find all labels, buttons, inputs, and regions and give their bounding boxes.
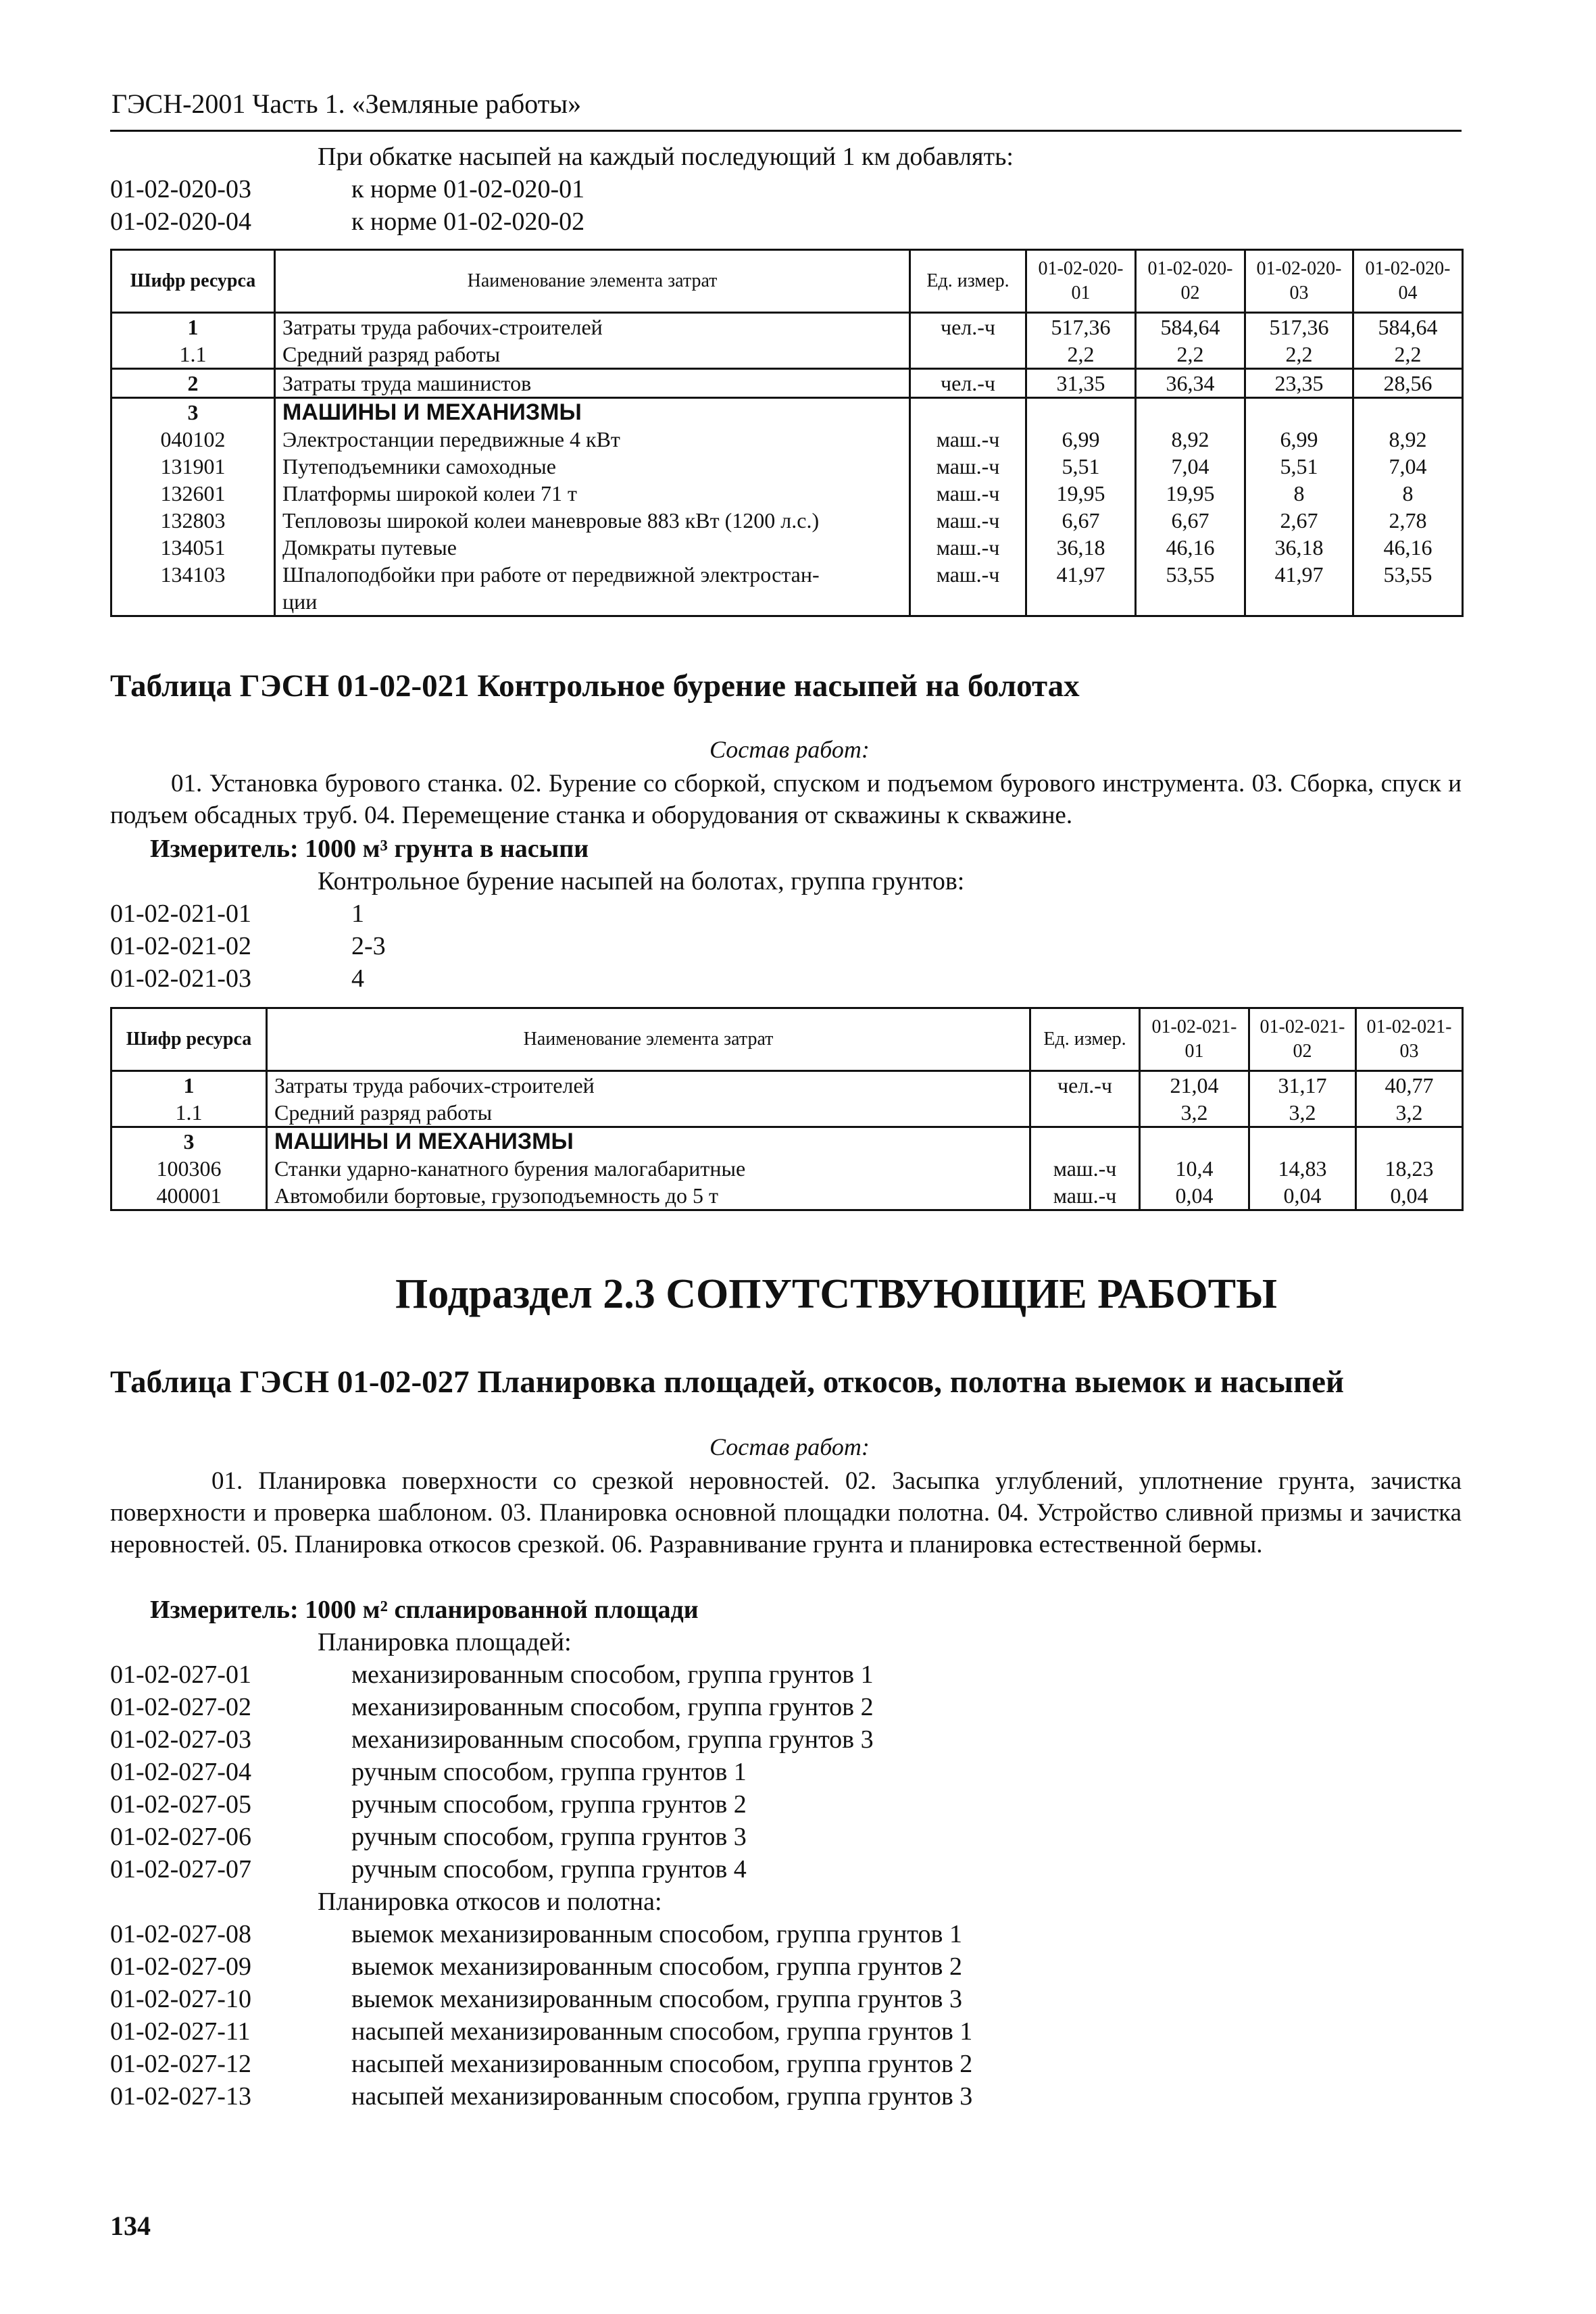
table-row — [111, 561, 1463, 616]
col-header: 01-02-020-02 — [1136, 250, 1245, 313]
composition-text: 01. Планировка поверхности со срезкой неровностей. 02. Засыпка углублений, уплотнение грунта, зачистка поверхности и проверка шаблоном. 03. Планировка основной площадки полотна. 04. Устройство сливной призмы и зачистка неровностей. 05. Планировка откосов срезкой. 06. Разравнивание грунта и планировка естественной бермы. — [110, 1467, 1462, 1558]
norm-text: ручным способом, группа грунтов 4 — [351, 1855, 747, 1884]
cost-element: Электростанции передвижные 4 кВт — [275, 426, 910, 453]
value-cell: 6,99 — [1026, 426, 1136, 453]
value-cell: 8 — [1353, 480, 1463, 507]
cost-element: Затраты труда рабочих-строителей — [275, 313, 910, 341]
norm-text: насыпей механизированным способом, группа грунтов 1 — [351, 2017, 973, 2046]
value-cell: 7,04 — [1136, 453, 1245, 480]
norm-code: 01-02-027-06 — [110, 1823, 251, 1851]
meter-value: 1000 м³ грунта в насыпи — [305, 835, 589, 863]
value-cell: 53,55 — [1353, 561, 1463, 616]
value-cell: 40,77 — [1356, 1071, 1463, 1100]
resource-code: 400001 — [111, 1182, 267, 1210]
value-cell: 3,2 — [1140, 1099, 1249, 1127]
norm-code: 01-02-027-08 — [110, 1920, 251, 1948]
resource-code: 2 — [111, 369, 275, 398]
cost-element-line: ции — [282, 589, 318, 614]
value-cell — [1026, 398, 1136, 426]
value-cell — [1136, 398, 1245, 426]
norm-text: ручным способом, группа грунтов 1 — [351, 1758, 747, 1786]
group-title: Планировка площадей: — [318, 1628, 572, 1656]
value-cell: 19,95 — [1136, 480, 1245, 507]
norm-code: 01-02-027-09 — [110, 1952, 251, 1981]
block020-text: к норме 01-02-020-02 — [351, 207, 585, 236]
norm-code: 01-02-027-01 — [110, 1660, 251, 1689]
norm-code: 01-02-027-02 — [110, 1693, 251, 1721]
norm-text: выемок механизированным способом, группа грунтов 1 — [351, 1920, 962, 1948]
table-021 — [110, 1007, 1464, 1211]
page-number: 134 — [110, 2211, 151, 2241]
value-cell: 46,16 — [1353, 534, 1463, 561]
norm-text: выемок механизированным способом, группа грунтов 3 — [351, 1985, 962, 2013]
value-cell: 46,16 — [1136, 534, 1245, 561]
table-020 — [110, 249, 1464, 617]
value-cell: 23,35 — [1245, 369, 1353, 398]
cost-element: Путеподъемники самоходные — [275, 453, 910, 480]
block020-code: 01-02-020-03 — [110, 175, 251, 203]
cost-element: Автомобили бортовые, грузоподъемность до 5 т — [267, 1182, 1030, 1210]
col-header: 01-02-021-02 — [1249, 1008, 1356, 1071]
block020-intro: При обкатке насыпей на каждый последующий 1 км добавлять: — [318, 143, 1014, 171]
norm-code: 01-02-021-03 — [110, 964, 251, 993]
block020-code: 01-02-020-04 — [110, 207, 251, 236]
section-label: МАШИНЫ И МЕХАНИЗМЫ — [275, 398, 910, 426]
unit: маш.-ч — [910, 480, 1026, 507]
section-title: Таблица ГЭСН 01-02-027 Планировка площадей, откосов, полотна выемок и насыпей — [110, 1364, 1345, 1400]
value-cell: 3,2 — [1356, 1099, 1463, 1127]
unit: чел.-ч — [910, 313, 1026, 341]
col-header: Шифр ресурса — [111, 250, 275, 313]
norm-text: ручным способом, группа грунтов 2 — [351, 1790, 747, 1819]
composition-text: 01. Установка бурового станка. 02. Бурение со сборкой, спуском и подъемом бурового инструмента. 03. Сборка, спуск и подъем обсадных труб. 04. Перемещение станка и оборудования от скважины к скважине. — [110, 770, 1462, 829]
norm-text: ручным способом, группа грунтов 3 — [351, 1823, 747, 1851]
norm-text: 1 — [351, 900, 364, 928]
resource-code: 132601 — [111, 480, 275, 507]
value-cell: 21,04 — [1140, 1071, 1249, 1100]
resource-code: 100306 — [111, 1155, 267, 1182]
norm-code: 01-02-027-13 — [110, 2082, 251, 2111]
col-header: Наименование элемента затрат — [267, 1008, 1030, 1071]
block020-text: к норме 01-02-020-01 — [351, 175, 585, 203]
value-cell: 5,51 — [1026, 453, 1136, 480]
norm-text: 2-3 — [351, 932, 386, 960]
norm-code: 01-02-027-05 — [110, 1790, 251, 1819]
table-row — [111, 480, 1463, 507]
table-row — [111, 341, 1463, 369]
resource-code: 040102 — [111, 426, 275, 453]
value-cell: 19,95 — [1026, 480, 1136, 507]
subsection-title: Подраздел 2.3 СОПУТСТВУЮЩИЕ РАБОТЫ — [395, 1271, 1277, 1317]
cost-element: Домкраты путевые — [275, 534, 910, 561]
value-cell: 517,36 — [1026, 313, 1136, 341]
composition-label: Состав работ: — [709, 736, 870, 763]
value-cell — [1140, 1127, 1249, 1156]
value-cell: 31,17 — [1249, 1071, 1356, 1100]
resource-code: 1.1 — [111, 341, 275, 369]
resource-code: 1 — [111, 313, 275, 341]
unit — [910, 341, 1026, 369]
value-cell: 584,64 — [1136, 313, 1245, 341]
unit: маш.-ч — [1030, 1155, 1140, 1182]
meter-label: Измеритель: — [150, 1596, 299, 1624]
col-header: Шифр ресурса — [111, 1008, 267, 1071]
resource-code: 134103 — [111, 561, 275, 616]
composition-label: Состав работ: — [709, 1433, 870, 1460]
value-cell: 6,67 — [1026, 507, 1136, 534]
cost-element: Тепловозы широкой колеи маневровые 883 кВт (1200 л.с.) — [275, 507, 910, 534]
group-title: Планировка откосов и полотна: — [318, 1888, 662, 1916]
resource-code: 1.1 — [111, 1099, 267, 1127]
cost-element: Средний разряд работы — [267, 1099, 1030, 1127]
value-cell: 14,83 — [1249, 1155, 1356, 1182]
norm-code: 01-02-027-03 — [110, 1725, 251, 1754]
cost-element: Затраты труда рабочих-строителей — [267, 1071, 1030, 1100]
unit — [910, 398, 1026, 426]
norm-text: насыпей механизированным способом, группа грунтов 3 — [351, 2082, 973, 2111]
table-row — [111, 369, 1463, 398]
section-label: МАШИНЫ И МЕХАНИЗМЫ — [267, 1127, 1030, 1156]
col-header: Ед. измер. — [910, 250, 1026, 313]
value-cell: 41,97 — [1245, 561, 1353, 616]
value-cell: 517,36 — [1245, 313, 1353, 341]
cost-element: Средний разряд работы — [275, 341, 910, 369]
cost-element — [275, 561, 910, 616]
table-row — [111, 1127, 1463, 1156]
norm-code: 01-02-027-04 — [110, 1758, 251, 1786]
value-cell: 0,04 — [1356, 1182, 1463, 1210]
table-row — [111, 534, 1463, 561]
table-row — [111, 313, 1463, 341]
unit: маш.-ч — [910, 507, 1026, 534]
col-header: 01-02-021-03 — [1356, 1008, 1463, 1071]
value-cell: 7,04 — [1353, 453, 1463, 480]
norm-code: 01-02-027-12 — [110, 2050, 251, 2078]
value-cell: 41,97 — [1026, 561, 1136, 616]
value-cell: 10,4 — [1140, 1155, 1249, 1182]
norm-code: 01-02-027-10 — [110, 1985, 251, 2013]
col-header: 01-02-021-01 — [1140, 1008, 1249, 1071]
table-row — [111, 507, 1463, 534]
unit: чел.-ч — [1030, 1071, 1140, 1100]
table-header-row — [111, 250, 1463, 313]
unit — [1030, 1099, 1140, 1127]
col-header: 01-02-020-04 — [1353, 250, 1463, 313]
cost-element-line: Шпалоподбойки при работе от передвижной электростан- — [282, 562, 820, 587]
resource-code: 3 — [111, 398, 275, 426]
value-cell: 53,55 — [1136, 561, 1245, 616]
section-title: Таблица ГЭСН 01-02-021 Контрольное бурение насыпей на болотах — [110, 668, 1080, 704]
col-header: Ед. измер. — [1030, 1008, 1140, 1071]
unit: маш.-ч — [910, 561, 1026, 616]
meter-line — [150, 1595, 699, 1625]
norm-text: механизированным способом, группа грунтов 2 — [351, 1693, 874, 1721]
unit: маш.-ч — [910, 426, 1026, 453]
value-cell: 8 — [1245, 480, 1353, 507]
value-cell: 6,67 — [1136, 507, 1245, 534]
value-cell: 31,35 — [1026, 369, 1136, 398]
table-row — [111, 426, 1463, 453]
table-header-row — [111, 1008, 1463, 1071]
value-cell: 8,92 — [1136, 426, 1245, 453]
resource-code: 134051 — [111, 534, 275, 561]
resource-code: 132803 — [111, 507, 275, 534]
value-cell: 36,18 — [1245, 534, 1353, 561]
meter-label: Измеритель: — [150, 835, 299, 863]
norm-text: механизированным способом, группа грунтов 3 — [351, 1725, 874, 1754]
value-cell: 6,99 — [1245, 426, 1353, 453]
unit — [1030, 1127, 1140, 1156]
value-cell: 2,78 — [1353, 507, 1463, 534]
norm-text: насыпей механизированным способом, группа грунтов 2 — [351, 2050, 973, 2078]
resource-code: 131901 — [111, 453, 275, 480]
norm-code: 01-02-027-07 — [110, 1855, 251, 1884]
value-cell: 5,51 — [1245, 453, 1353, 480]
value-cell: 2,2 — [1026, 341, 1136, 369]
col-header: 01-02-020-01 — [1026, 250, 1136, 313]
value-cell — [1245, 398, 1353, 426]
norm-text: 4 — [351, 964, 364, 993]
value-cell: 2,2 — [1245, 341, 1353, 369]
unit: маш.-ч — [910, 534, 1026, 561]
unit: маш.-ч — [910, 453, 1026, 480]
meter-value: 1000 м² спланированной площади — [305, 1596, 699, 1624]
cost-element: Затраты труда машинистов — [275, 369, 910, 398]
table-row — [111, 453, 1463, 480]
norm-code: 01-02-021-02 — [110, 932, 251, 960]
value-cell: 2,67 — [1245, 507, 1353, 534]
table-row — [111, 1099, 1463, 1127]
header-rule — [110, 130, 1462, 132]
value-cell: 36,18 — [1026, 534, 1136, 561]
norm-code: 01-02-021-01 — [110, 900, 251, 928]
table-row — [111, 1182, 1463, 1210]
table-row — [111, 1071, 1463, 1100]
cost-element: Станки ударно-канатного бурения малогабаритные — [267, 1155, 1030, 1182]
col-header: 01-02-020-03 — [1245, 250, 1353, 313]
value-cell: 0,04 — [1140, 1182, 1249, 1210]
resource-code: 3 — [111, 1127, 267, 1156]
table-row — [111, 1155, 1463, 1182]
table-row — [111, 398, 1463, 426]
value-cell: 18,23 — [1356, 1155, 1463, 1182]
meter-line — [150, 834, 589, 864]
value-cell: 0,04 — [1249, 1182, 1356, 1210]
value-cell — [1353, 398, 1463, 426]
norm-text: выемок механизированным способом, группа грунтов 2 — [351, 1952, 962, 1981]
norm-code: 01-02-027-11 — [110, 2017, 251, 2046]
unit: маш.-ч — [1030, 1182, 1140, 1210]
norm-text: механизированным способом, группа грунтов 1 — [351, 1660, 874, 1689]
col-header: Наименование элемента затрат — [275, 250, 910, 313]
value-cell: 3,2 — [1249, 1099, 1356, 1127]
value-cell — [1356, 1127, 1463, 1156]
value-cell: 584,64 — [1353, 313, 1463, 341]
unit: чел.-ч — [910, 369, 1026, 398]
value-cell: 28,56 — [1353, 369, 1463, 398]
value-cell — [1249, 1127, 1356, 1156]
resource-code: 1 — [111, 1071, 267, 1100]
cost-element: Платформы широкой колеи 71 т — [275, 480, 910, 507]
value-cell: 36,34 — [1136, 369, 1245, 398]
variants-intro: Контрольное бурение насыпей на болотах, группа грунтов: — [318, 867, 965, 895]
value-cell: 2,2 — [1136, 341, 1245, 369]
value-cell: 2,2 — [1353, 341, 1463, 369]
value-cell: 8,92 — [1353, 426, 1463, 453]
running-header: ГЭСН-2001 Часть 1. «Земляные работы» — [111, 89, 582, 119]
